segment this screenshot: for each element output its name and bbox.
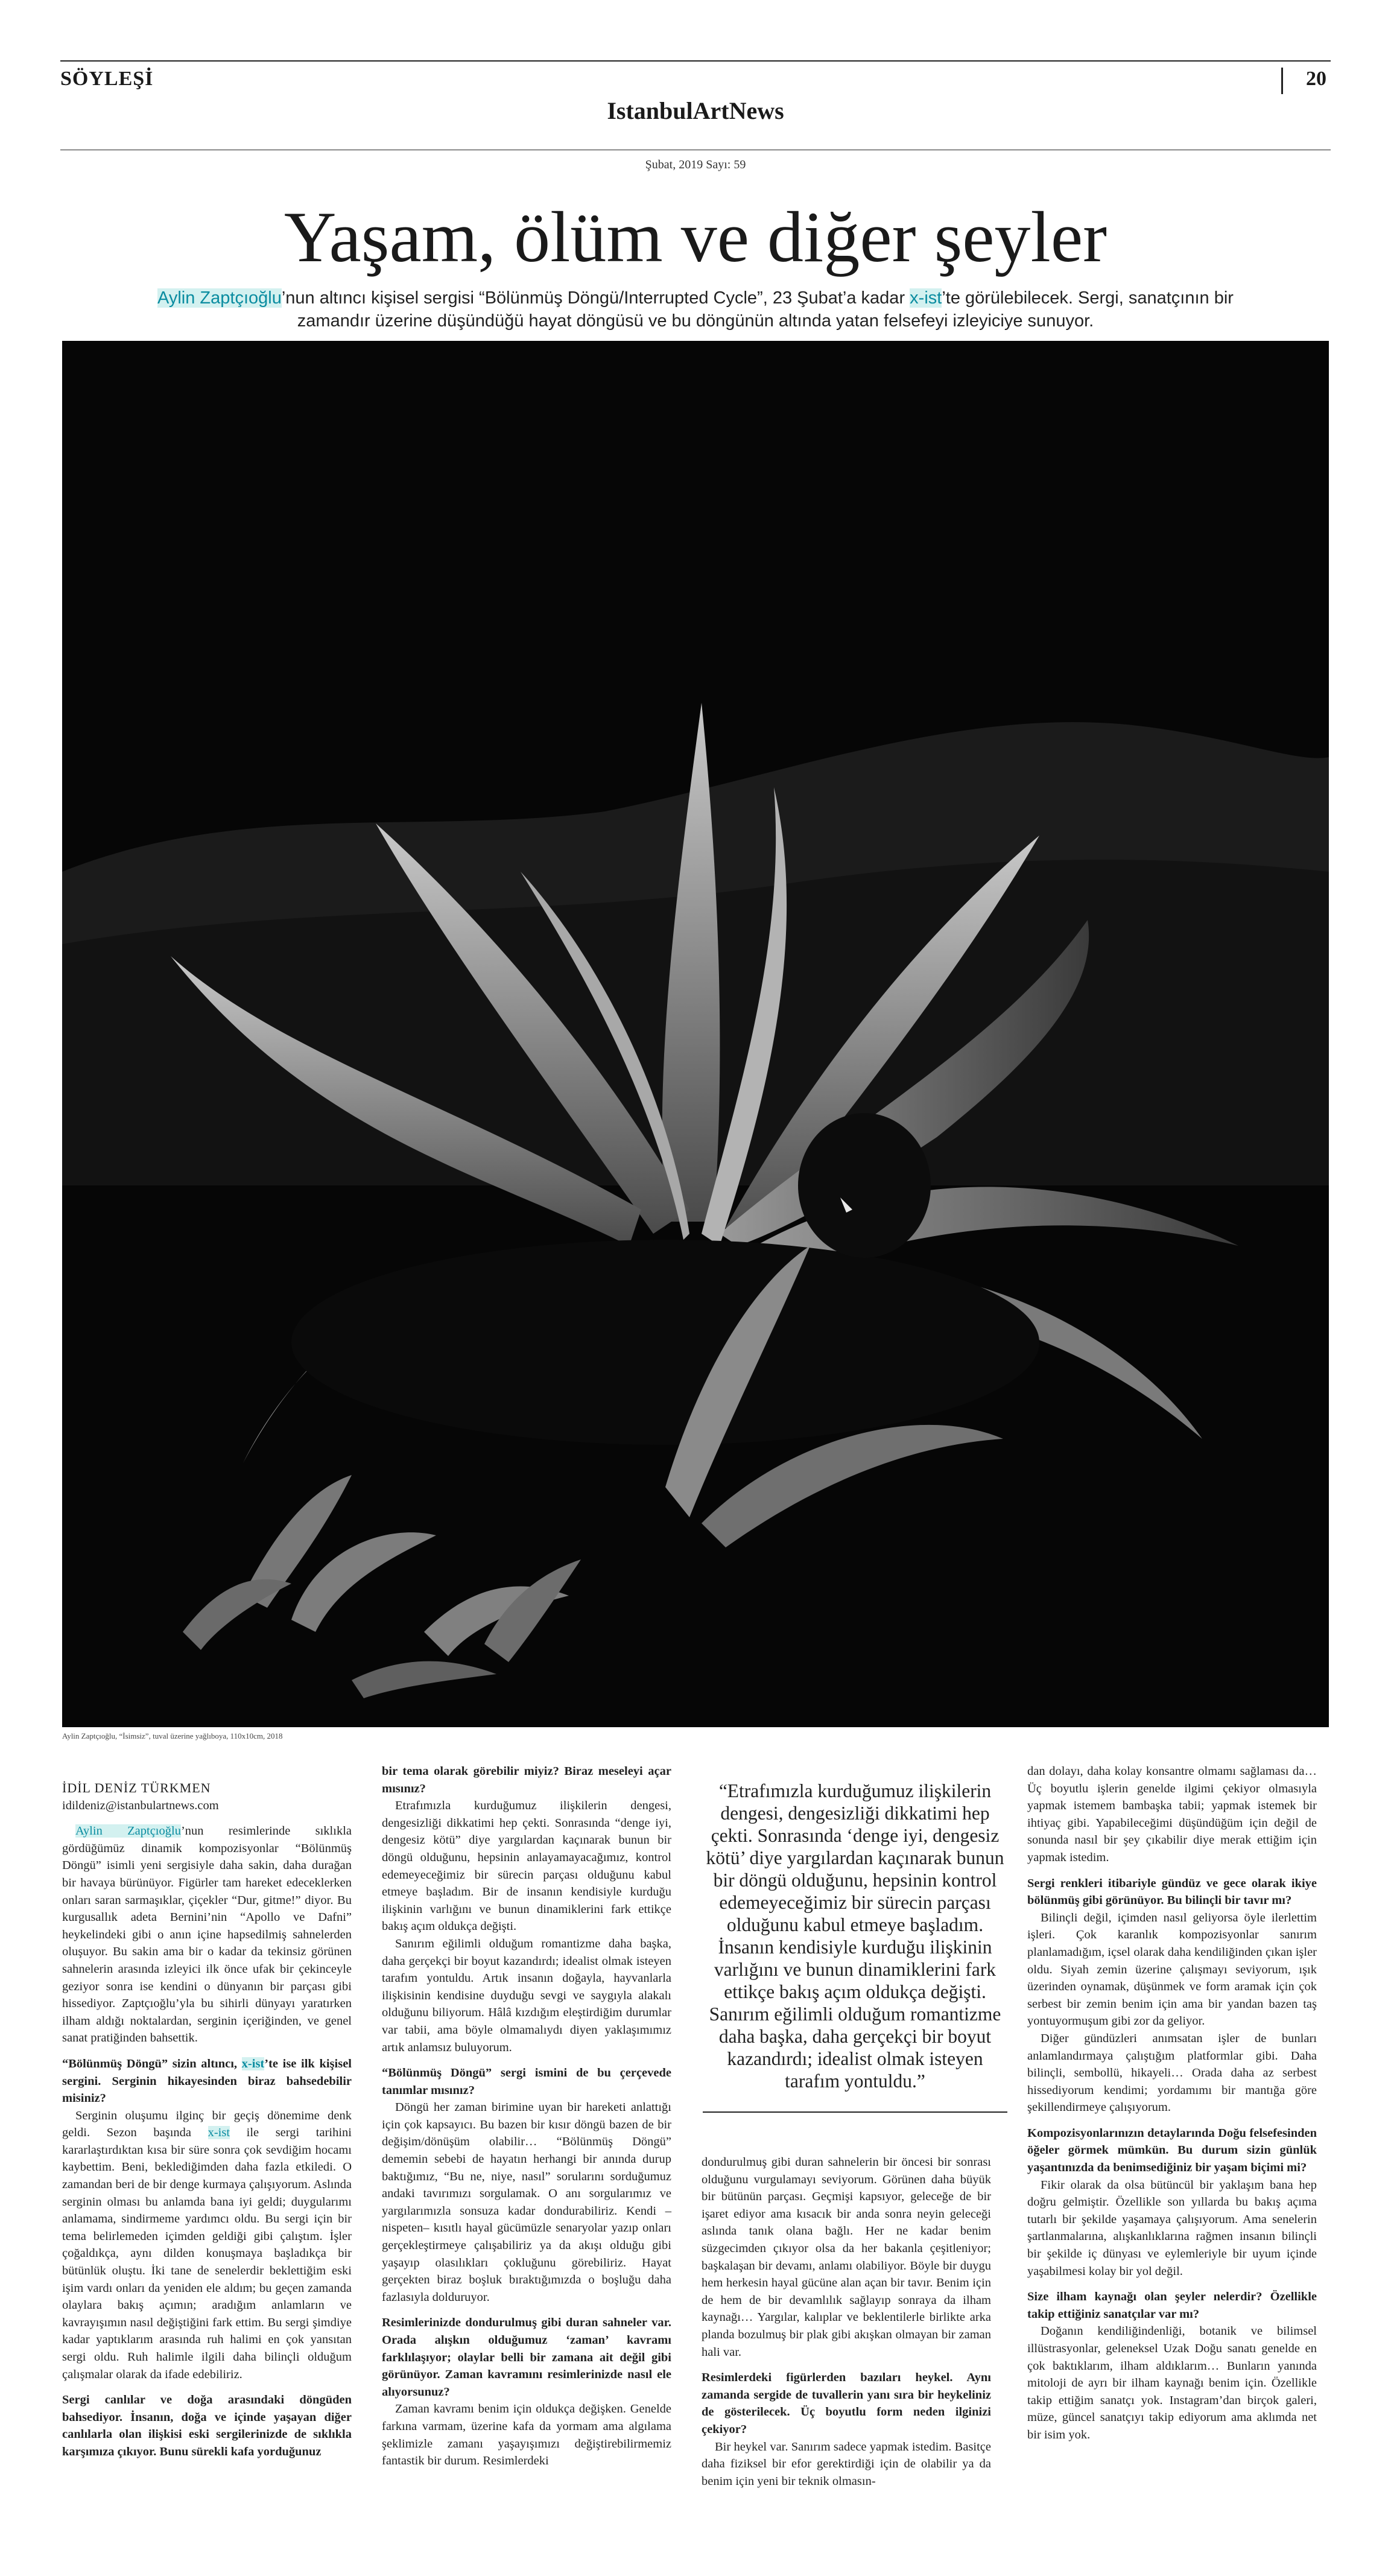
question-6: Sergi renkleri itibariyle gündüz ve gece olarak ikiye bölünmüş gibi görünüyor. Bu bilinçli bir tavır mı? xyxy=(1027,1876,1317,1908)
answer-5b: dan dolayı, daha kolay konsantre olmamı sağlaması da… Üç boyutlu işlerin genelde ilgimi çekiyor olmasıyla yapmak istemem bambaşka tabii; yapmak istemek bir ihtiyaç gibi. Yapabileceğimi düşündüğüm için değil de sonunda nasıl bir şey çıkabilir diye merak ettiğim için yapmak istedim. xyxy=(1027,1765,1317,1864)
question-4: Resimlerinizde dondurulmuş gibi duran sahneler var. Orada alışkın olduğumuz ‘zaman’ kavramı farklılaşıyor; olaylar belli bir zamana ait değil gibi görünüyor. Zaman kavramını resimlerinizde nasıl ele alıyorsunuz? xyxy=(382,2316,671,2399)
article-title: Yaşam, ölüm ve diğer şeyler xyxy=(284,197,1107,277)
answer-4b: dondurulmuş gibi duran sahnelerin bir öncesi bir sonrası olduğunu vurgulamayı seviyorum. Görünen daha büyük bir bütünün parçası. Geçmişi kapsıyor, geleceğe de bir işaret ediyor ama kısacık bir anda sonra neyin geleceği aslında tanık olana bağlı. Her ne kadar benim süzgecimden çıkıyor olsa da her bakanla çeşitleniyor; başkalaşan bir devamı, anlamı olabiliyor. Böyle bir duygu hem herkesin hayal gücüne alan açan bir tavır. Benim için de hem de bir devamlılık sağlayıp sonraya da ilham kaynağı… Yargılar, kalıplar ve beklentilerle birlikte arka planda bozulmuş bir plak gibi akışkan olmayan bir zaman hali var. xyxy=(702,2156,991,2359)
pull-quote-rule xyxy=(703,2111,1007,2113)
article-lead: Aylin Zaptçıoğlu’nun altıncı kişisel sergisi “Bölünmüş Döngü/Interrupted Cycle”, 23 Şubat’a kadar x-ist’te görülebilecek. Sergi, sanatçının bir zamandır üzerine düşündüğü hayat döngüsü ve bu döngünün altında yatan felsefeyi izleyiciye sunuyor. xyxy=(157,288,1234,331)
answer-1: Serginin oluşumu ilginç bir geçiş dönemime denk geldi. Sezon başında x-ist ile sergi tarihini kararlaştırdıktan kısa bir süre sonra çok sevdiğim hocamı kaybettim. Beni, beklediğimden daha fazla etkiledi. O zamandan beri de bir denge kurmaya çalışıyorum. Aslında serginin olması bu anlamda bana iyi geldi; duygularımı anlamama, sindirmeme yardımcı oldu. Bu sergi için bir tema belirlemeden içimden geldiği gibi çalıştım. İşler çoğaldıkça, aynı dilden konuşmaya başladıkça bir bütünlük oluştu. İki tane de senelerdir beklettiğim eski işim vardı onları da yeniden ele aldım; bu geçen zamanda olaylara bakış açımın; aradığım anlamların ve kavrayışımın nasıl değiştiğini fark ettim. Bu sergi şimdiye kadar yaptıklarım arasında ruh halimi en çok yansıtan sergi oldu. Ruh halimle ilgili daha bilinçli olduğum çalışmalar olarak da ifade edebiliriz. xyxy=(62,2108,352,2381)
answer-6b: Diğer gündüzleri anımsatan işler de bunları anlamlandırmaya çalıştığım platformlar gibi. Daha bilinçli, sembollü, hikayeli… Orada daha az serbest hissediyorum kendimi; yordamımı bir mantığa göre şekillendirmeye çalışıyorum. xyxy=(1027,2031,1317,2114)
answer-2: Etrafımızla kurduğumuz ilişkilerin dengesi, dengesizliği dikkatimi hep çekti. Sonrasında “denge iyi, dengesiz kötü” diye yargılardan kaçınarak bunun bir döngü olduğunu, hepsinin anlayamayacağımız, kontrol edemeyeceğimiz bir sürecin parçası olduğunu kabul etmeye başladım. Bir de insanın kendisiyle kurduğu ilişkinin varlığını ve bunun dinamiklerini fark ettikçe bakış açım oldukça değişti. xyxy=(382,1799,671,1934)
question-8: Size ilham kaynağı olan şeyler nelerdir? Özellikle takip ettiğiniz sanatçılar var mı? xyxy=(1027,2290,1317,2321)
agave-painting xyxy=(62,341,1329,1727)
artist-link[interactable]: Aylin Zaptçıoğlu xyxy=(157,288,282,308)
question-3: “Bölünmüş Döngü” sergi ismini de bu çerçevede tanımlar mısınız? xyxy=(382,2066,671,2097)
answer-8: Doğanın kendiliğindenliği, botanik ve bilimsel illüstrasyonlar, geleneksel Uzak Doğu sanatı genelde en çok baktıklarım, ilham aldıklarım… Bunların yanında mitoloji de ayrı bir ilham kaynağı benim için. Özellikle takip ettiğim sanatçı yok. Instagram’dan birçok galeri, müze, güncel sanatçıyı takip ediyorum ama aklımda net bir isim yok. xyxy=(1027,2324,1317,2441)
intro-paragraph: Aylin Zaptçıoğlu’nun resimlerinde sıklıkla gördüğümüz dinamik kompozisyonlar “Bölünmüş Döngü” isimli yeni sergisiyle daha sakin, daha durağan bir havaya bürünüyor. Figürler tam hareket edeceklerken onları saran sarmaşıklar, çiçekler “Dur, gitme!” diyor. Bu kurgusallık adeta Bernini’nin “Apollo ve Dafni” heykelindeki gibi o anın içine hapsedilmiş sahnelerden oluşuyor. Bu sakin ama bir o kadar da tekinsiz görünen sahnelerin arasında izleyici ilk önce ufak bir çekinceyle geziyor sonra ise kendini o dünyanın bir parçası gibi hissediyor. Zaptçıoğlu’yla bu sihirli dünyayı yaratırken ilham aldığı noktalardan, serginin içeriğinden, ve genel sanat pratiğinden bahsettik. xyxy=(62,1824,352,2045)
question-2: Sergi canlılar ve doğa arasındaki döngüden bahsediyor. İnsanın, doğa ve içinde yaşayan diğer canlılarla olan ilişkisi eski sergilerinizde de sıklıkla karşımıza çıkıyor. Bunu sürekli kafa yorduğunuz xyxy=(62,2393,352,2458)
issue-info: Şubat, 2019 Sayı: 59 xyxy=(645,158,746,171)
venue-link[interactable]: x-ist xyxy=(910,288,942,308)
answer-3: Döngü her zaman birimine uyan bir hareketi anlattığı için çok kapsayıcı. Bu bazen bir kısır döngü bazen de bir değişim/dönüşüm olabilir… “Bölünmüş Döngü” dememin sebebi de hayatın herhangi bir anında durup baktığımız, “Bu ne, niye, nasıl” sorularını sorduğumuz andaki tavırımızı sorgulamak. O anı sorgularımız ve yargılarımızla sonsuza kadar dondurabiliriz. Kendi –nispeten– kısıtlı hayal gücümüzle senaryolar yazıp onları gerçekleştirmeye çalışabiliriz ya da akışı olduğu gibi yaşayıp olasılıkları çokluğunu görebiliriz. Hayat gerçekten biraz boşluk bıraktığımızda o boşluğu daha fazlasıyla dolduruyor. xyxy=(382,2101,671,2304)
column-3 xyxy=(702,2154,991,2490)
question-2-end: bir tema olarak görebilir miyiz? Biraz meseleyi açar mısınız? xyxy=(382,1765,671,1795)
column-1 xyxy=(62,1780,352,2461)
masthead: IstanbulArtNews xyxy=(607,97,784,124)
author-email[interactable]: idildeniz@istanbulartnews.com xyxy=(62,1798,219,1812)
page-number: 20 xyxy=(1306,68,1326,90)
question-5: Resimlerdeki figürlerden bazıları heykel. Aynı zamanda sergide de tuvallerin yanı sıra bir heykeliniz de gösterilecek. Üç boyutlu form neden ilginizi çekiyor? xyxy=(702,2371,991,2436)
question-7: Kompozisyonlarınızın detaylarında Doğu felsefesinden öğeler görmek mümkün. Bu durum sizin günlük yaşantınızda da benimsediğiniz bir yaşam biçimi mi? xyxy=(1027,2126,1317,2175)
answer-2b: Sanırım eğilimli olduğum romantizme daha başka, daha gerçekçi bir boyut kazandırdı; idealist olmak isteyen tarafım yontuldu. Artık insanın doğayla, hayvanlarla ilişkisinin kendisine duyduğu sevgi ve saygıyla alakalı olduğunu biliyorum. Hâlâ kızdığım eleştirdiğim durumlar var tabii, ama böyle olmamalıydı diyen yaklaşımımız artık anlamsız buluyorum. xyxy=(382,1937,671,2054)
question-1: “Bölünmüş Döngü” sizin altıncı, x-ist’te ise ilk kişisel sergini. Serginin hikayesinden biraz bahsedebilir misiniz? xyxy=(62,2057,352,2105)
column-2 xyxy=(382,1763,671,2470)
artwork-image xyxy=(62,341,1329,1727)
answer-6: Bilinçli değil, içimden nasıl geliyorsa öyle ilerlettim işleri. Çok karanlık kompozisyonlar sanırım planlamadığım, içsel olarak daha kendiliğinden çıkan işler oldu. Siyah zemin üzerine çalışmayı seviyorum, ışık üzerinden oynamak, düşünmek ve form aramak için çok serbest bir zemin benim için ama bir yandan bazen taş yontuyormuşum gibi zor da geliyor. xyxy=(1027,1911,1317,2028)
answer-5: Bir heykel var. Sanırım sadece yapmak istedim. Basitçe daha fiziksel bir efor gerektirdiği için de olabilir ya da benim için yeni bir teknik olmasın- xyxy=(702,2440,991,2488)
answer-7: Fikir olarak da olsa bütüncül bir yaklaşım bana hep doğru gelmiştir. Özellikle son yıllarda bu bakış açıma tutarlı bir şekilde yaşamaya çalışıyorum. Ama senelerin şartlanmalarına, alışkanlıklarına rağmen insanın bilinçli bir şekilde iç dünyası ve eylemleriyle bir uyum içinde yaşabilmesi kolay bir yol değil. xyxy=(1027,2178,1317,2278)
column-4 xyxy=(1027,1763,1317,2444)
answer-4: Zaman kavramı benim için oldukça değişken. Genelde farkına varmam, üzerine kafa da yormam ama algılama şeklimizle zamanı yaşayışımızı değiştirebilirmemiz fantastik bir durum. Resimlerdeki xyxy=(382,2402,671,2468)
section-label: SÖYLEŞİ xyxy=(60,68,154,90)
page-number-separator xyxy=(1281,68,1283,94)
pull-quote: “Etrafımızla kurduğumuz ilişkilerin dengesi, dengesizliği dikkatimi hep çekti. Sonrasında ‘denge iyi, dengesiz kötü’ diye yargılardan kaçınarak bunun bir döngü olduğunu, hepsinin kontrol edemeyeceğimiz bir sürecin parçası olduğunu kabul etmeye başladım. İnsanın kendisiyle kurduğu ilişkinin varlığını ve bunun dinamiklerini fark ettikçe bakış açım oldukça değişti. Sanırım eğilimli olduğum romantizme daha başka, daha gerçekçi bir boyut kazandırdı; idealist olmak isteyen tarafım yontuldu.” xyxy=(706,1780,1004,2092)
artwork-caption: Aylin Zaptçıoğlu, “İsimsiz”, tuval üzerine yağlıboya, 110x10cm, 2018 xyxy=(62,1731,283,1740)
top-rule xyxy=(60,60,1331,62)
artist-link-body[interactable]: Aylin Zaptçıoğlu xyxy=(75,1824,181,1838)
author-name: İDİL DENİZ TÜRKMEN xyxy=(62,1780,211,1795)
